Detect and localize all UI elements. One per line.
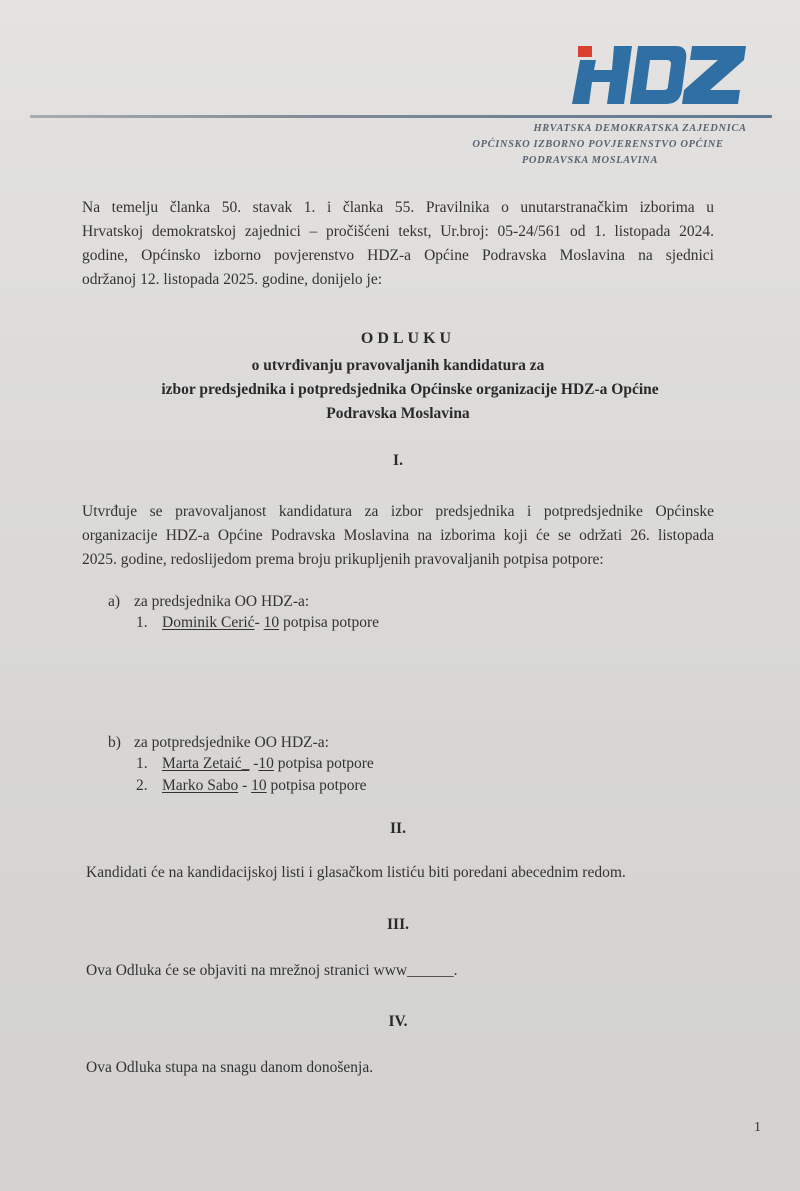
section-number-iv: IV. (388, 1013, 408, 1030)
item-number: 1. (136, 755, 148, 772)
candidate-item (136, 755, 374, 773)
intro-line: Na temelju članka 50. stavak 1. i članka 55. Pravilnika o unutarstranačkim izborima u (82, 199, 714, 216)
section-ii-text: Kandidati će na kandidacijskoj listi i glasačkom listiću biti poredani abecednim redom. (86, 864, 626, 881)
section-number-iii: III. (387, 916, 409, 933)
item-number: 2. (136, 777, 148, 794)
section-i-line: Utvrđuje se pravovaljanost kandidatura za izbor predsjednika i potpredsjednike Općinske (82, 503, 714, 520)
document-subtitle-line: o utvrđivanju pravovaljanih kandidatura za (251, 357, 545, 374)
document-subtitle-line: izbor predsjednika i potpredsjednika Općinske organizacije HDZ-a Općine (161, 381, 659, 398)
intro-paragraph (82, 196, 714, 292)
org-municipality-line: PODRAVSKA MOSLAVINA (521, 155, 659, 166)
separator: - (249, 755, 259, 772)
section-number-ii: II. (390, 820, 406, 837)
signature-suffix: potpisa potpore (273, 755, 374, 772)
list-heading-president (108, 593, 309, 611)
candidate-name: Dominik Cerić (162, 614, 255, 631)
org-name-line: HRVATSKA DEMOKRATSKA ZAJEDNICA (533, 123, 747, 134)
header-divider (30, 115, 772, 118)
document-subtitle-line: Podravska Moslavina (326, 405, 470, 422)
list-label: za potpredsjednike OO HDZ-a: (134, 734, 329, 751)
candidate-name: Marko Sabo (162, 777, 239, 794)
hdz-logo-icon (572, 44, 748, 106)
signature-suffix: potpisa potpore (282, 614, 379, 631)
signature-count: 10 (251, 777, 267, 794)
intro-line: godine, Općinsko izborno povjerenstvo HDZ-a Općine Podravska Moslavina na sjednici (82, 247, 714, 264)
list-label: za predsjednika OO HDZ-a: (134, 593, 310, 610)
logo-letter-z (682, 46, 746, 104)
signature-count: 10 (263, 614, 280, 631)
list-marker: a) (108, 593, 121, 610)
candidate-name: Marta Zetaić_ (162, 755, 250, 772)
intro-line: Hrvatskoj demokratskoj zajednici – pročišćeni tekst, Ur.broj: 05-24/561 od 1. listopada 2024. (82, 223, 714, 240)
list-marker: b) (108, 734, 121, 751)
hdz-logo (572, 44, 748, 106)
section-iii-text: Ova Odluka će se objaviti na mrežnoj stranici www______. (86, 962, 458, 979)
candidate-item (136, 614, 379, 632)
candidate-item (136, 777, 367, 795)
signature-suffix: potpisa potpore (270, 777, 367, 794)
section-i-line: organizacije HDZ-a Općine Podravska Moslavina na izborima koji će se održati 26. listopada (82, 527, 714, 544)
page-number: 1 (754, 1120, 761, 1135)
list-heading-vice-president (108, 734, 329, 752)
logo-letter-d (630, 46, 686, 104)
document-heading: ODLUKU (360, 330, 456, 347)
section-i-paragraph (82, 500, 714, 572)
section-i-line: 2025. godine, redoslijedom prema broju prikupljenih pravovaljanih potpisa potpore: (82, 551, 604, 568)
intro-line: održanoj 12. listopada 2025. godine, donijelo je: (82, 271, 383, 288)
signature-count: 10 (258, 755, 274, 772)
org-committee-line: OPĆINSKO IZBORNO POVJERENSTVO OPĆINE (472, 139, 724, 150)
logo-red-accent (578, 46, 592, 57)
item-number: 1. (136, 614, 148, 631)
separator: - (238, 777, 252, 794)
section-iv-text: Ova Odluka stupa na snagu danom donošenja. (86, 1059, 374, 1076)
separator: - (254, 614, 264, 631)
section-number-i: I. (393, 452, 403, 469)
